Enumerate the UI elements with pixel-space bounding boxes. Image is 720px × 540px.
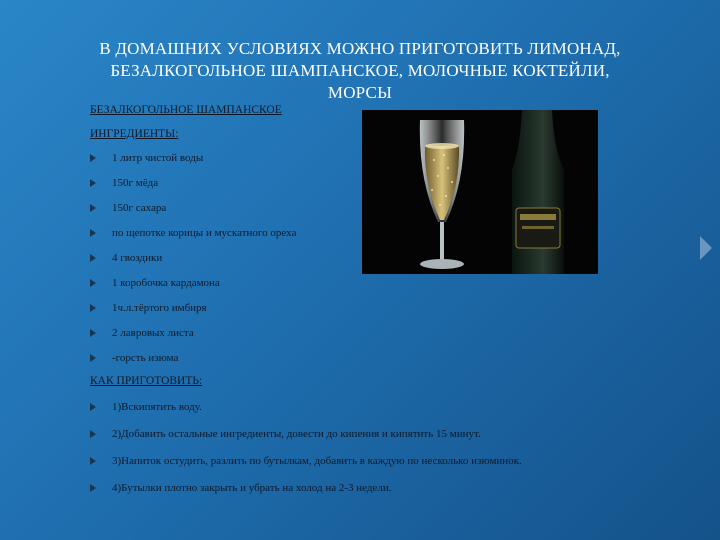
list-item — [90, 455, 560, 468]
list-item — [90, 277, 650, 290]
triangle-bullet-icon — [90, 403, 96, 411]
step-text: 2)Добавить остальные ингредиенты, довести до кипения и кипятить 15 минут. — [112, 428, 481, 440]
list-item — [90, 352, 650, 365]
list-item — [90, 428, 560, 441]
ingredient-text: 1ч.л.тёртого имбиря — [112, 302, 207, 314]
triangle-bullet-icon — [90, 229, 96, 237]
steps-list — [90, 401, 560, 495]
triangle-bullet-icon — [90, 154, 96, 162]
slide-nav-arrow-icon — [700, 236, 712, 260]
triangle-bullet-icon — [90, 254, 96, 262]
ingredient-text: 4 гвоздики — [112, 252, 163, 264]
step-text: 3)Напиток остудить, разлить по бутылкам, добавить в каждую по несколько изюминок. — [112, 455, 522, 467]
ingredient-text: по щепотке корицы и мускатного ореха — [112, 227, 297, 239]
list-item — [90, 401, 560, 414]
triangle-bullet-icon — [90, 329, 96, 337]
slide-title: В ДОМАШНИХ УСЛОВИЯХ МОЖНО ПРИГОТОВИТЬ ЛИМОНАД, БЕЗАЛКОГОЛЬНОЕ ШАМПАНСКОЕ, МОЛОЧНЫЕ КОКТЕЙЛИ, МОРСЫ — [99, 39, 621, 102]
triangle-bullet-icon — [90, 457, 96, 465]
recipe-heading: БЕЗАЛКОГОЛЬНОЕ ШАМПАНСКОЕ — [90, 104, 282, 116]
ingredient-text: 1 литр чистой воды — [112, 152, 204, 164]
triangle-bullet-icon — [90, 304, 96, 312]
triangle-bullet-icon — [90, 279, 96, 287]
list-item — [90, 327, 650, 340]
ingredient-text: 2 лавровых листа — [112, 327, 194, 339]
ingredients-heading: ИНГРЕДИЕНТЫ: — [90, 128, 179, 140]
triangle-bullet-icon — [90, 354, 96, 362]
champagne-photo — [362, 110, 598, 274]
method-heading: КАК ПРИГОТОВИТЬ: — [90, 375, 203, 387]
ingredient-text: -горсть изюма — [112, 352, 179, 364]
step-text: 1)Вскипятить воду. — [112, 401, 202, 413]
triangle-bullet-icon — [90, 204, 96, 212]
step-text: 4)Бутылки плотно закрыть и убрать на холод на 2-3 недели. — [112, 482, 392, 494]
triangle-bullet-icon — [90, 430, 96, 438]
ingredient-text: 1 коробочка кардамона — [112, 277, 220, 289]
list-item — [90, 482, 560, 495]
triangle-bullet-icon — [90, 484, 96, 492]
ingredient-text: 150г сахара — [112, 202, 167, 214]
list-item — [90, 302, 650, 315]
ingredient-text: 150г мёда — [112, 177, 159, 189]
triangle-bullet-icon — [90, 179, 96, 187]
